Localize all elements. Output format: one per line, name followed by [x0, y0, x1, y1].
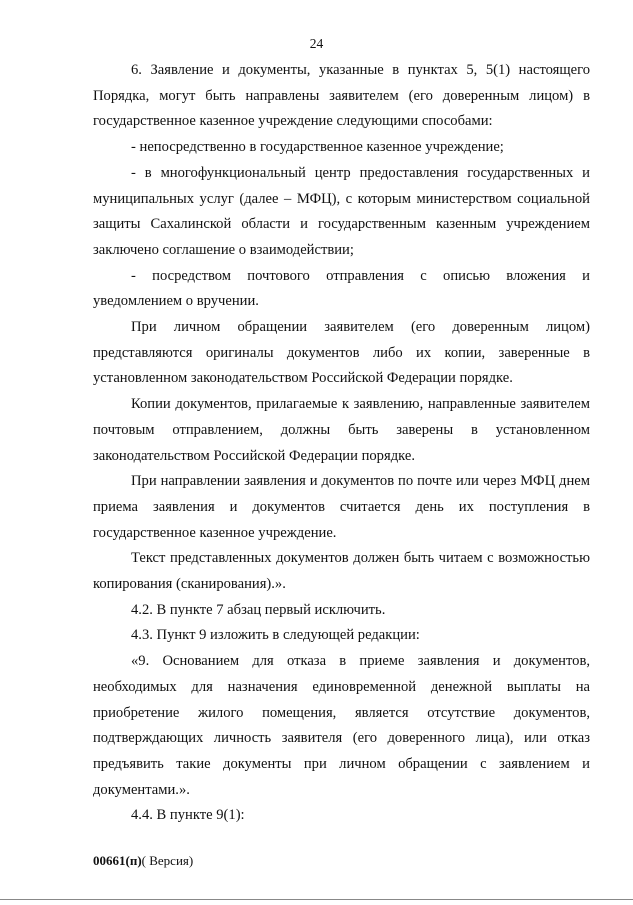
bottom-divider [0, 899, 633, 900]
paragraph-4-4: 4.4. В пункте 9(1): [131, 807, 245, 824]
paragraph-receipt-date: При направлении заявления и документов по почте или через МФЦ днем приема заявления и документов считается день их поступления в государственное казенное учреждение. [93, 473, 590, 541]
paragraph-9-refusal: «9. Основанием для отказа в приеме заявления и документов, необходимых для назначения единовременной денежной выплаты на приобретение жилого помещения, является отсутствие документов, подтверждающих личность заявителя (его доверенного лица), или отказ предъявить такие документы при личном обращении с заявлением и документами.». [93, 653, 590, 798]
paragraph-method-direct: - непосредственно в государственное казенное учреждение; [131, 139, 504, 156]
document-code: 00661(п) [93, 853, 142, 868]
paragraph-method-mfc: - в многофункциональный центр предоставления государственных и муниципальных услуг (далее – МФЦ), с которым министерством социальной защиты Сахалинской области и государственным казенным учреждением заключено соглашение о взаимодействии; [93, 164, 590, 258]
document-body [93, 58, 590, 829]
paragraph-copies: Копии документов, прилагаемые к заявлению, направленные заявителем почтовым отправлением, должны быть заверены в установленном законодательством Российской Федерации порядке. [93, 396, 590, 464]
paragraph-readable-text: Текст представленных документов должен быть читаем с возможностью копирования (сканирования).». [93, 550, 590, 593]
page-number: 24 [309, 36, 324, 51]
paragraph-4-2: 4.2. В пункте 7 абзац первый исключить. [131, 601, 386, 618]
paragraph-6: 6. Заявление и документы, указанные в пунктах 5, 5(1) настоящего Порядка, могут быть направлены заявителем (его доверенным лицом) в государственное казенное учреждение следующими способами: [93, 62, 590, 130]
paragraph-4-3: 4.3. Пункт 9 изложить в следующей редакции: [131, 627, 420, 644]
document-footer [93, 853, 193, 869]
paragraph-personal-visit: При личном обращении заявителем (его доверенным лицом) представляются оригиналы документов либо их копии, заверенные в установленном законодательством Российской Федерации порядке. [93, 319, 590, 387]
document-version: ( Версия) [141, 853, 194, 868]
paragraph-method-post: - посредством почтового отправления с описью вложения и уведомлением о вручении. [93, 267, 590, 310]
